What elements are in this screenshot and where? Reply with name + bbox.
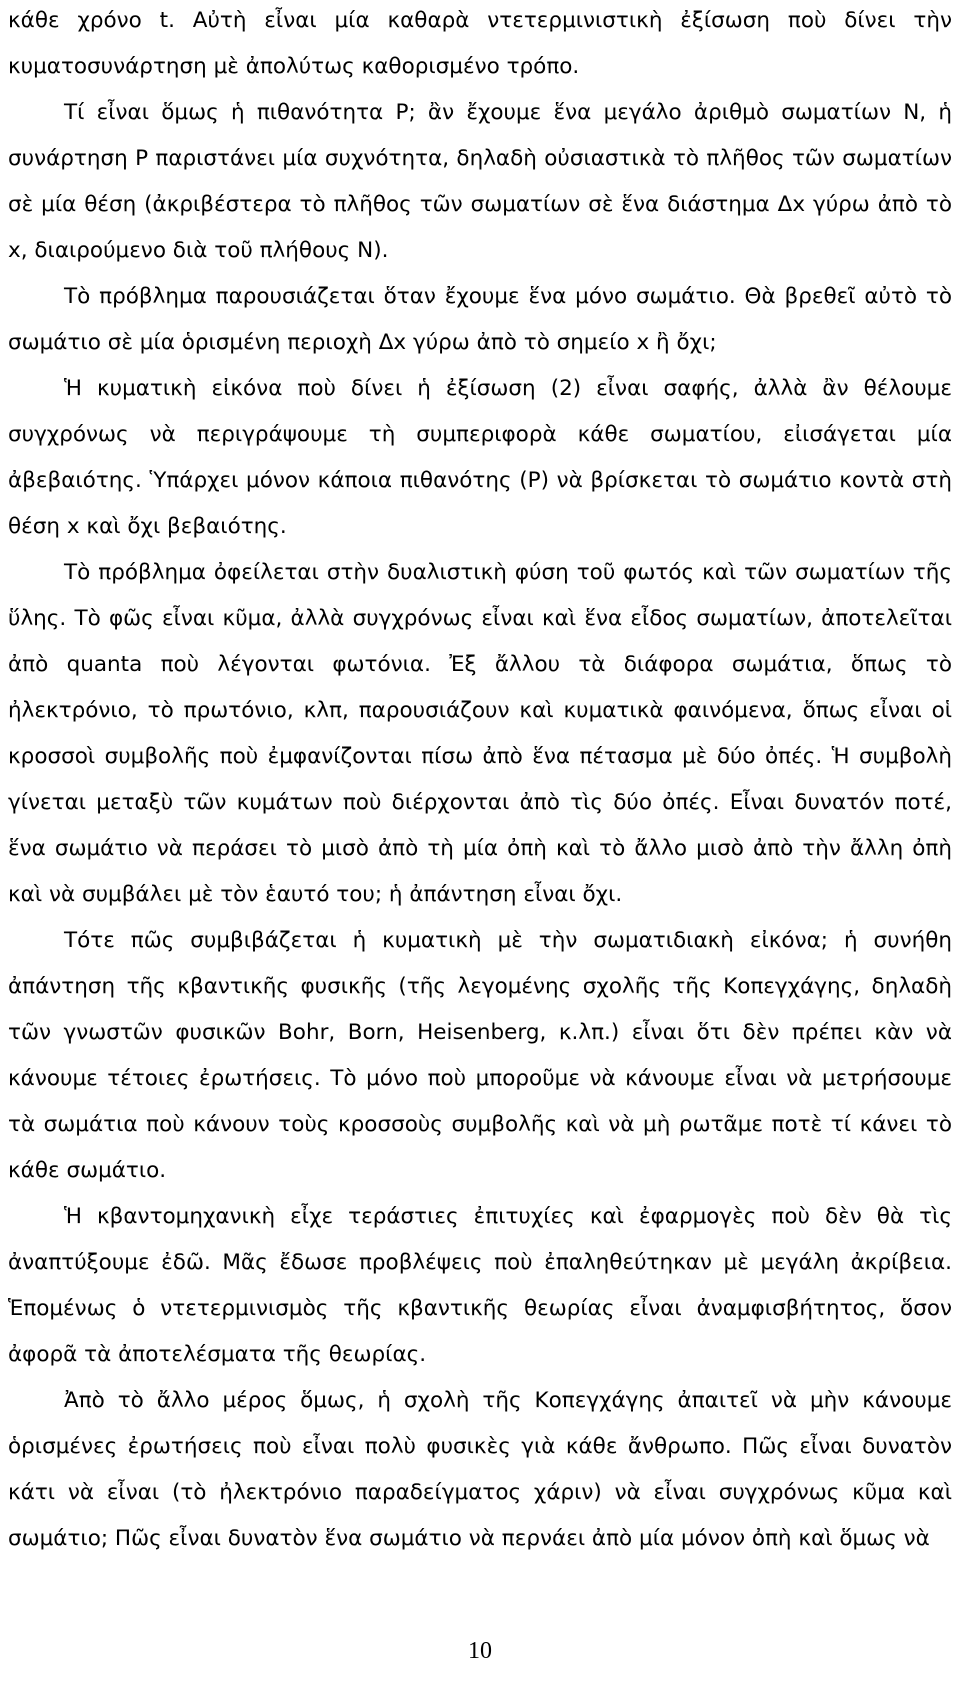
paragraph-dualism: Τὸ πρόβλημα ὀφείλεται στὴν δυαλιστικὴ φύση τοῦ φωτός καὶ τῶν σωματίων τῆς ὕλης. Τὸ φῶς εἶναι κῦμα, ἀλλὰ συγχρόνως εἶναι καὶ ἕνα εἶδος σωματίων, ἀποτελεῖται ἀπὸ quanta ποὺ λέγονται φωτόνια. Ἐξ ἄλλου τὰ διάφορα σωμάτια, ὅπως τὸ ἠλεκτρόνιο, τὸ πρωτόνιο, κλπ, παρουσιάζουν καὶ κυματικὰ φαινόμενα, ὅπως εἶναι οἱ κροσσοὶ συμβολῆς ποὺ ἐμφανίζονται πίσω ἀπὸ ἕνα πέτασμα μὲ δύο ὀπές. Ἡ συμβολὴ γίνεται μεταξὺ τῶν κυμάτων ποὺ διέρχονται ἀπὸ τὶς δύο ὀπές. Εἶναι δυνατόν ποτέ, ἕνα σωμάτιο νὰ περάσει τὸ μισὸ ἀπὸ τὴ μία ὀπὴ καὶ τὸ ἄλλο μισὸ ἀπὸ τὴν ἄλλη ὀπὴ καὶ νὰ συμβάλει μὲ τὸν ἑαυτό του; ἡ ἀπάντηση εἶναι ὄχι. (8, 560, 952, 907)
paragraph-probability: Τί εἶναι ὅμως ἡ πιθανότητα P; ἂν ἔχουμε ἕνα μεγάλο ἀριθμὸ σωματίων N, ἡ συνάρτηση P παριστάνει μία συχνότητα, δηλαδὴ οὐσιαστικὰ τὸ πλῆθος τῶν σωματίων σὲ μία θέση (ἀκριβέστερα τὸ πλῆθος τῶν σωματίων σὲ ἕνα διάστημα Δx γύρω ἀπὸ τὸ x, διαιρούμενο διὰ τοῦ πλήθους N). (8, 100, 952, 263)
paragraph-copenhagen: Τότε πῶς συμβιβάζεται ἡ κυματικὴ μὲ τὴν σωματιδιακὴ εἰκόνα; ἡ συνήθη ἀπάντηση τῆς κβαντικῆς φυσικῆς (τῆς λεγομένης σχολῆς τῆς Κοπεγχάγης, δηλαδὴ τῶν γνωστῶν φυσικῶν Bohr, Born, Heisenberg, κ.λπ.) εἶναι ὅτι δὲν πρέπει κὰν νὰ κάνουμε τέτοιες ἐρωτήσεις. Τὸ μόνο ποὺ μποροῦμε νὰ κάνουμε εἶναι νὰ μετρήσουμε τὰ σωμάτια ποὺ κάνουν τοὺς κροσσοὺς συμβολῆς καὶ νὰ μὴ ρωτᾶμε ποτὲ τί κάνει τὸ κάθε σωμάτιο. (8, 928, 952, 1183)
body-text (8, 0, 952, 1562)
paragraph-success: Ἡ κβαντομηχανικὴ εἶχε τεράστιες ἐπιτυχίες καὶ ἐφαρμογὲς ποὺ δὲν θὰ τὶς ἀναπτύξουμε ἐδῶ. Μᾶς ἔδωσε προβλέψεις ποὺ ἐπαληθεύτηκαν μὲ μεγάλη ἀκρίβεια. Ἑπομένως ὁ ντετερμινισμὸς τῆς κβαντικῆς θεωρίας εἶναι ἀναμφισβήτητος, ὅσον ἀφορᾶ τὰ ἀποτελέσματα τῆς θεωρίας. (8, 1204, 952, 1367)
paragraph-single-particle: Τὸ πρόβλημα παρουσιάζεται ὅταν ἔχουμε ἕνα μόνο σωμάτιο. Θὰ βρεθεῖ αὐτὸ τὸ σωμάτιο σὲ μία ὁρισμένη περιοχὴ Δx γύρω ἀπὸ τὸ σημείο x ἢ ὄχι; (8, 284, 952, 355)
paragraph-continuation: κάθε χρόνο t. Αὐτὴ εἶναι μία καθαρὰ ντετερμινιστικὴ ἐξίσωση ποὺ δίνει τὴν κυματοσυνάρτηση μὲ ἀπολύτως καθορισμένο τρόπο. (8, 8, 952, 79)
page-number: 10 (468, 1638, 492, 1664)
paragraph-questions: Ἀπὸ τὸ ἄλλο μέρος ὅμως, ἡ σχολὴ τῆς Κοπεγχάγης ἀπαιτεῖ νὰ μὴν κάνουμε ὁρισμένες ἐρωτήσεις ποὺ εἶναι πολὺ φυσικὲς γιὰ κάθε ἄνθρωπο. Πῶς εἶναι δυνατὸν κάτι νὰ εἶναι (τὸ ἠλεκτρόνιο παραδείγματος χάριν) νὰ εἶναι συγχρόνως κῦμα καὶ σωμάτιο; Πῶς εἶναι δυνατὸν ἕνα σωμάτιο νὰ περνάει ἀπὸ μία μόνον ὀπὴ καὶ ὅμως νὰ (8, 1388, 952, 1551)
paragraph-uncertainty: Ἡ κυματικὴ εἰκόνα ποὺ δίνει ἡ ἐξίσωση (2) εἶναι σαφής, ἀλλὰ ἂν θέλουμε συγχρόνως νὰ περιγράψουμε τὴ συμπεριφορὰ κάθε σωματίου, εἰισάγεται μία ἀβεβαιότης. Ὑπάρχει μόνον κάποια πιθανότης (P) νὰ βρίσκεται τὸ σωμάτιο κοντὰ στὴ θέση x καὶ ὄχι βεβαιότης. (8, 376, 952, 539)
